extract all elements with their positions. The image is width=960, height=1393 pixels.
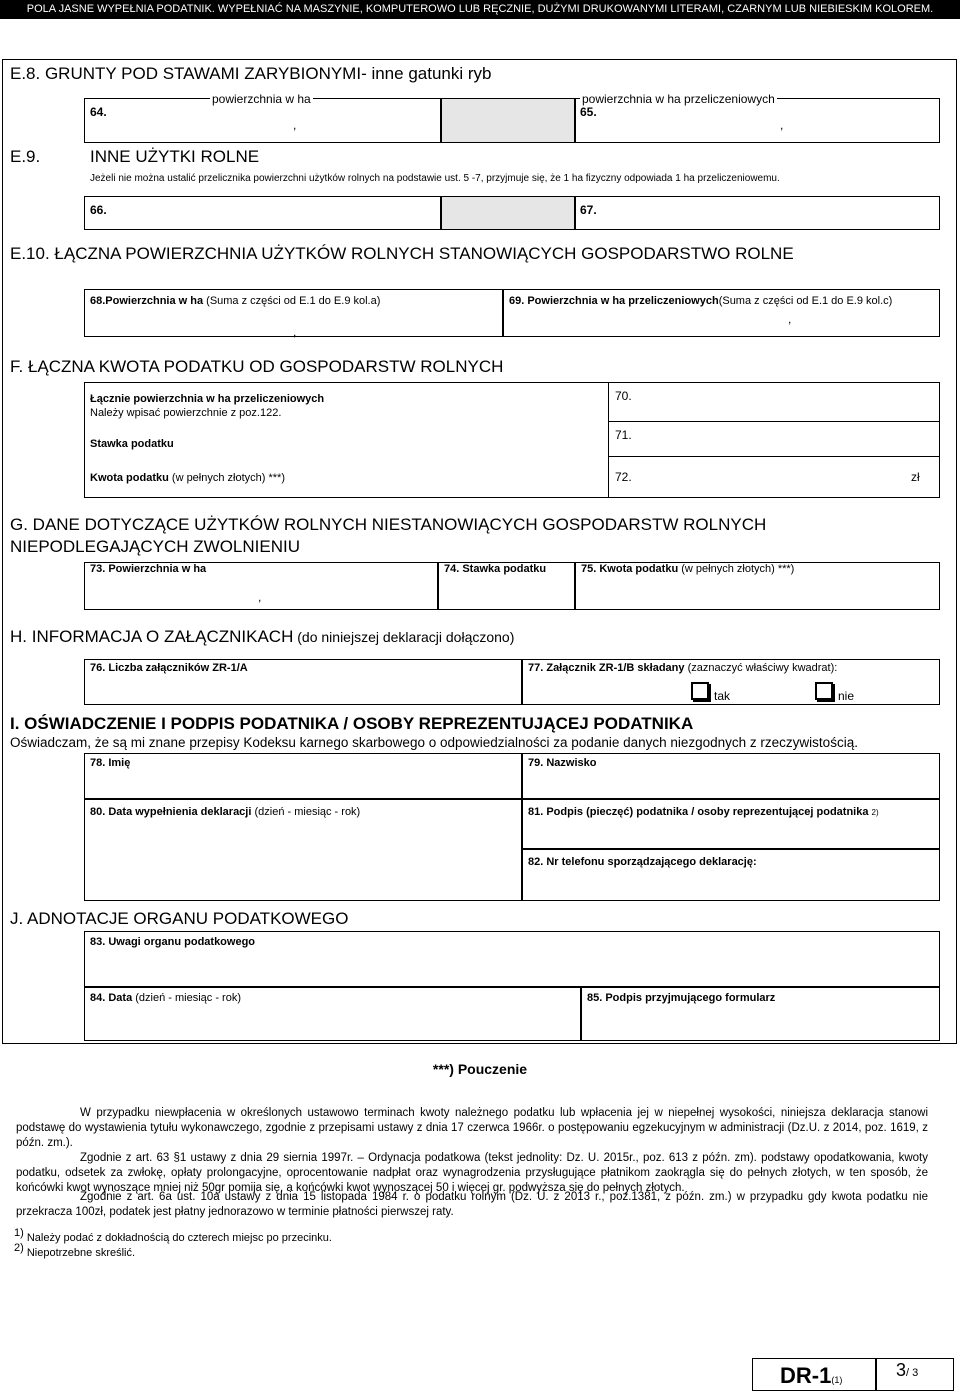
footnote-2-text: Niepotrzebne skreślić. <box>26 1247 136 1259</box>
field-75-label <box>581 563 794 575</box>
section-i-statement: Oświadczam, że są mi znane przepisy Kodeksu karnego skarbowego o odpowiedzialności za podanie danych niezgodnych z rzeczywistością. <box>10 735 858 750</box>
field-80-label-bold: 80. Data wypełnienia deklaracji <box>90 806 252 818</box>
section-h-title-main: H. INFORMACJA O ZAŁĄCZNIKACH <box>10 627 294 646</box>
currency-unit: zł <box>911 470 920 484</box>
field-65-label: 65. <box>580 105 597 119</box>
field-68-label-bold: 68.Powierzchnia w ha <box>90 295 204 307</box>
decimal-comma: , <box>293 325 297 339</box>
footnote-1-mark: 1) <box>14 1227 24 1239</box>
section-f-divider <box>608 382 609 498</box>
field-85-label: 85. Podpis przyjmującego formularz <box>587 992 776 1004</box>
field-72-box[interactable]: 72. <box>615 470 632 484</box>
section-e9-title: INNE UŻYTKI ROLNE <box>90 147 260 166</box>
field-68-label <box>90 295 380 307</box>
field-77-label <box>528 662 837 674</box>
field-77-label-rest: (zaznaczyć właściwy kwadrat): <box>684 662 838 674</box>
field-80-label-rest: (dzień - miesiąc - rok) <box>251 806 361 818</box>
f-row3-label <box>90 472 285 484</box>
decimal-comma: , <box>780 118 784 132</box>
footnote-2-mark: 2) <box>14 1242 24 1254</box>
pouczenie-paragraph-1: W przypadku niewpłacenia w określonych ustawowo terminach kwoty należnego podatku lub wpłacenia jej w niepełnej wysokości, niniejsza deklaracja stanowi podstawę do wystawienia tytułu wykonawczego, zgodnie z przepisami ustawy z dnia 17 czerwca 1966r. o postępowaniu egzekucyjnym w administracji (Dz.U. z 2014, poz. 1619, z późn. zm.). <box>16 1107 928 1149</box>
field-83-label: 83. Uwagi organu podatkowego <box>90 936 256 948</box>
field-77-label-bold: 77. Załącznik ZR-1/B składany <box>528 662 685 674</box>
section-f-title: F. ŁĄCZNA KWOTA PODATKU OD GOSPODARSTW ROLNYCH <box>10 357 504 376</box>
decimal-comma: , <box>788 312 792 326</box>
field-69-label-rest: (Suma z części od E.1 do E.9 kol.c) <box>718 295 893 307</box>
instruction-banner: POLA JASNE WYPEŁNIA PODATNIK. WYPEŁNIAĆ NA MASZYNIE, KOMPUTEROWO LUB RĘCZNIE, DUŻYMI DRUKOWANYMI LITERAMI, CZARNYM LUB NIEBIESKIM KOLOREM. <box>0 0 960 19</box>
footnote-ref: 2) <box>871 808 879 817</box>
footnote-1-text: Należy podać z dokładnością do czterech miejsc po przecinku. <box>26 1232 332 1244</box>
field-66-label: 66. <box>90 203 107 217</box>
section-e8-title: E.8. GRUNTY POD STAWAMI ZARYBIONYMI- inne gatunki ryb <box>10 64 492 83</box>
section-i-title: I. OŚWIADCZENIE I PODPIS PODATNIKA / OSOBY REPREZENTUJĄCEJ PODATNIKA <box>10 714 694 733</box>
field-70-box[interactable]: 70. <box>615 389 632 403</box>
field-81-label-text: 81. Podpis (pieczęć) podatnika / osoby reprezentującej podatnika <box>528 806 869 818</box>
checkbox-yes[interactable] <box>691 682 709 700</box>
pouczenie-paragraph-3: Zgodnie z art. 6a ust. 10a ustawy z dnia 15 listopada 1984 r. o podatku rolnym (Dz. U. z 2013 r., poz.1381, z późn. zm.) w przypadku gdy kwota podatku nie przekracza 100zł, podatek jest płatny jednorazowo w terminie płatności pierwszej raty. <box>16 1191 928 1218</box>
decimal-comma: , <box>258 590 262 604</box>
form-code-sup: (1) <box>831 1375 843 1385</box>
field-67-label: 67. <box>580 203 597 217</box>
field-66-box[interactable] <box>84 196 441 230</box>
form-code-text: DR-1 <box>780 1363 832 1388</box>
col-left-label: powierzchnia w ha <box>212 92 311 106</box>
f-row2-label: Stawka podatku <box>90 438 174 450</box>
f-row1-label: Łącznie powierzchnia w ha przeliczeniowych <box>90 393 325 405</box>
section-e9-note: Jeżeli nie można ustalić przelicznika powierzchni użytków rolnych na podstawie ust. 5 -7, przyjmuje się, że 1 ha fizyczny odpowiada 1 ha przeliczeniowemu. <box>90 173 780 184</box>
footnote-2 <box>14 1242 136 1259</box>
field-71-box[interactable]: 71. <box>615 428 632 442</box>
page-number <box>896 1360 918 1381</box>
section-f-divider <box>608 456 940 457</box>
decimal-comma: , <box>293 118 297 132</box>
field-84-label-bold: 84. Data <box>90 992 133 1004</box>
section-g-title-line1: G. DANE DOTYCZĄCE UŻYTKÓW ROLNYCH NIESTANOWIĄCYCH GOSPODARSTW ROLNYCH <box>10 515 767 534</box>
field-gray-spacer <box>441 196 575 230</box>
form-code <box>780 1363 842 1389</box>
field-73-label: 73. Powierzchnia w ha <box>90 563 207 575</box>
section-g-title-line2: NIEPODLEGAJĄCYCH ZWOLNIENIU <box>10 537 300 556</box>
field-75-label-rest: (w pełnych złotych) ***) <box>678 563 795 575</box>
checkbox-no[interactable] <box>815 682 833 700</box>
field-78-box[interactable] <box>84 753 522 799</box>
section-j-title: J. ADNOTACJE ORGANU PODATKOWEGO <box>10 909 349 928</box>
field-84-label-rest: (dzień - miesiąc - rok) <box>132 992 241 1004</box>
footnote-1 <box>14 1227 332 1244</box>
page-number-total: / 3 <box>906 1367 919 1379</box>
field-69-label-bold: 69. Powierzchnia w ha przeliczeniowych <box>509 295 719 307</box>
section-h-title-rest: (do niniejszej deklaracji dołączono) <box>293 629 515 645</box>
checkbox-yes-label: tak <box>714 689 731 703</box>
field-79-label: 79. Nazwisko <box>528 757 597 769</box>
field-80-label <box>90 806 360 818</box>
field-84-label <box>90 992 241 1004</box>
field-68-label-rest: (Suma z części od E.1 do E.9 kol.a) <box>203 295 381 307</box>
field-82-label: 82. Nr telefonu sporządzającego deklarację: <box>528 856 757 868</box>
f-row3-label-rest: (w pełnych złotych) ***) <box>168 472 285 484</box>
section-e9-number: E.9. <box>10 147 41 166</box>
field-gray-spacer <box>441 98 575 143</box>
field-69-label <box>509 295 892 307</box>
field-74-label: 74. Stawka podatku <box>444 563 547 575</box>
section-e10-title: E.10. ŁĄCZNA POWIERZCHNIA UŻYTKÓW ROLNYCH STANOWIĄCYCH GOSPODARSTWO ROLNE <box>10 244 794 263</box>
field-76-label: 76. Liczba załączników ZR-1/A <box>90 662 248 674</box>
col-right-label: powierzchnia w ha przeliczeniowych <box>582 92 775 106</box>
pouczenie-title: ***) Pouczenie <box>432 1061 528 1077</box>
section-h-title <box>10 627 514 647</box>
field-75-label-bold: 75. Kwota podatku <box>581 563 679 575</box>
f-row1-note: Należy wpisać powierzchnie z poz.122. <box>90 407 282 419</box>
pouczenie-paragraph-2: Zgodnie z art. 63 §1 ustawy z dnia 29 siernia 1997r. – Ordynacja podatkowa (tekst jednolity: Dz. U. 2015r., poz. 613 z późn. zm). podstawy opodatkowania, kwoty podatku, odsetek za zwłokę, opłaty prolongacyjne, oprocentowanie nadpłat oraz wynagrodzenia przysługujące płatnikom zaokrągla się do pełnych złotych, w ten sposób, że końcówki kwot wynoszące mniej niż 50gr pomija się, a końcówki kwot wynoszącej 50 i więcej gr. podwyższa się do pełnych złotych. <box>16 1152 928 1194</box>
field-78-label: 78. Imię <box>90 757 131 769</box>
section-f-divider <box>608 421 940 422</box>
field-64-label: 64. <box>90 105 107 119</box>
page-number-current: 3 <box>896 1360 907 1380</box>
checkbox-no-label: nie <box>838 689 855 703</box>
field-81-label <box>528 806 879 818</box>
field-67-box[interactable] <box>575 196 940 230</box>
f-row3-label-bold: Kwota podatku <box>90 472 169 484</box>
